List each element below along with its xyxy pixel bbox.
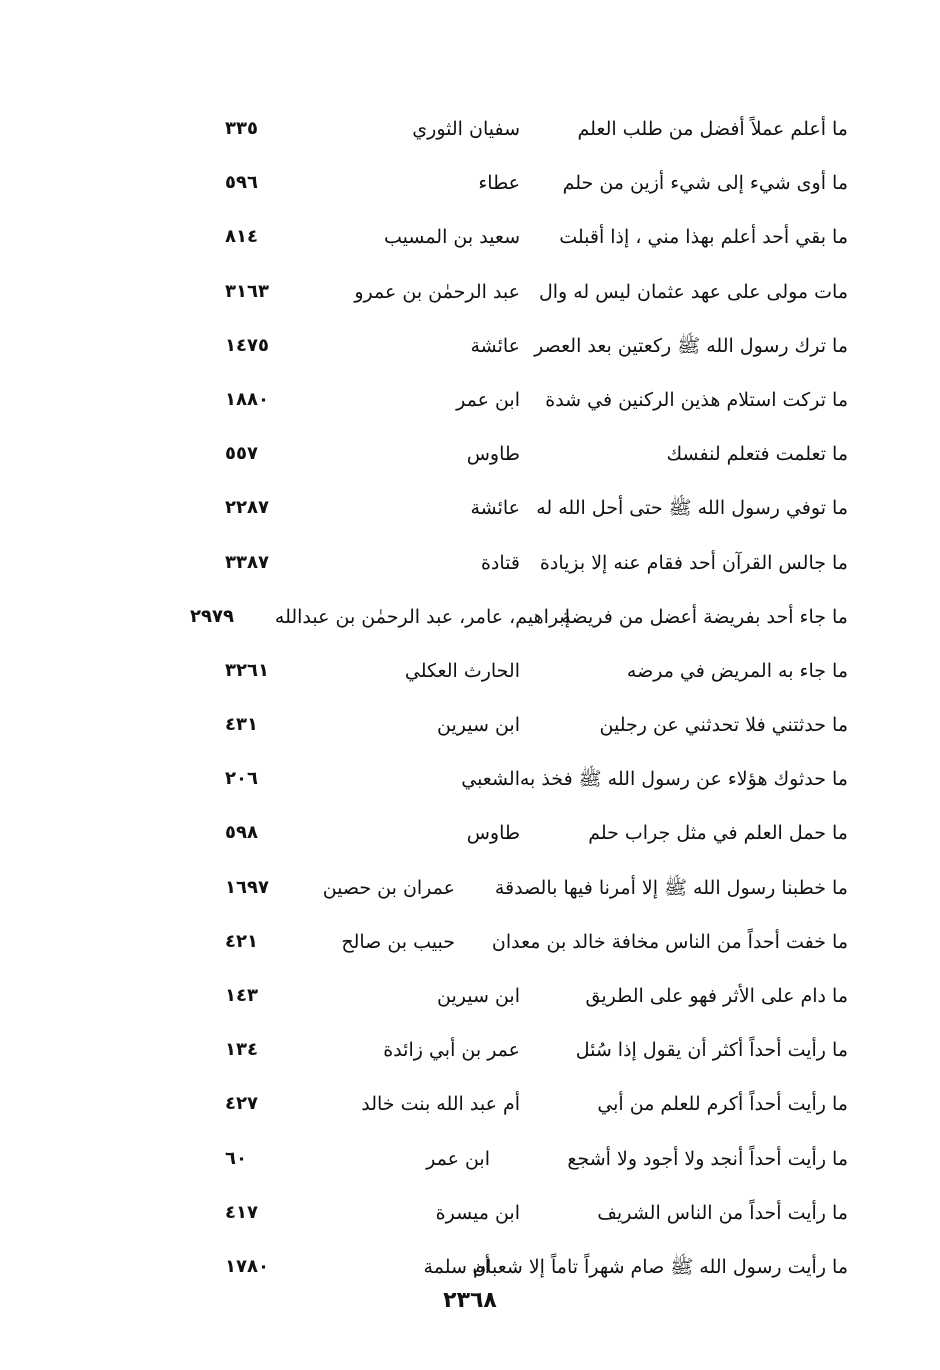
entry-number: ١٤٣ — [225, 985, 258, 1006]
entry-number: ٢٠٦ — [225, 768, 258, 790]
entry-number: ٦٠ — [225, 1147, 247, 1169]
entry-narrator: عبد الرحمٰن بن عمرو — [354, 280, 520, 303]
entry-narrator: سعيد بن المسيب — [383, 226, 520, 249]
entry-number: ٣٣٥ — [225, 118, 258, 139]
index-row — [190, 102, 860, 156]
index-row — [190, 481, 860, 535]
entry-number: ١٧٨٠ — [225, 1255, 269, 1277]
entry-text: ما دام على الأثر فهو على الطريق — [585, 985, 848, 1007]
entry-number: ١٤٧٥ — [225, 334, 269, 356]
index-row — [190, 1132, 860, 1186]
entry-text: ما جاء أحد بفريضة أعضل من فريضة — [561, 605, 848, 628]
entry-text: مات مولى على عهد عثمان ليس له وال — [538, 280, 848, 303]
entry-number: ٤٢١ — [225, 930, 258, 952]
index-row — [190, 319, 860, 373]
entry-number: ٥٩٦ — [225, 172, 258, 194]
entry-text: ما أوى شيء إلى شيء أزين من حلم — [562, 172, 848, 195]
index-row — [190, 806, 860, 860]
entry-number: ٥٥٧ — [225, 443, 258, 465]
index-row — [190, 373, 860, 427]
entry-narrator: قتادة — [480, 551, 520, 574]
entry-number: ١٣٤ — [225, 1039, 258, 1061]
entry-text: ما رأيت رسول الله ﷺ صام شهراً تاماً إلا شعبان — [472, 1255, 848, 1278]
index-row — [190, 915, 860, 969]
entry-text: ما رأيت أحداً أكثر أن يقول إذا سُئل — [575, 1039, 848, 1062]
entry-text: ما جاء به المريض في مرضه — [626, 659, 848, 682]
index-row — [190, 698, 860, 752]
entry-number: ٣٣٨٧ — [225, 551, 269, 573]
index-row — [190, 536, 860, 590]
entry-narrator: عمر بن أبي زائدة — [383, 1039, 520, 1062]
entry-narrator: ابن سيرين — [437, 714, 520, 737]
entry-number: ٢٩٧٩ — [190, 605, 234, 627]
entry-text: ما حدثتني فلا تحدثني عن رجلين — [599, 714, 848, 737]
entry-narrator: عمران بن حصين — [322, 876, 455, 899]
entry-text: ما توفي رسول الله ﷺ حتى أحل الله له — [536, 497, 848, 520]
entry-number: ١٨٨٠ — [225, 388, 269, 410]
entry-narrator: عائشة — [470, 334, 520, 357]
entry-text: ما حدثوك هؤلاء عن رسول الله ﷺ فخذ به — [519, 768, 848, 791]
entry-narrator: عائشة — [470, 497, 520, 520]
index-row — [190, 265, 860, 319]
entry-number: ١٦٩٧ — [225, 876, 269, 898]
entry-text: ما حمل العلم في مثل جراب حلم — [588, 822, 848, 845]
entry-text: ما خطبنا رسول الله ﷺ إلا أمرنا فيها بالصدقة — [494, 876, 848, 899]
entry-narrator: ابن سيرين — [437, 985, 520, 1007]
entry-narrator: ابن عمر — [426, 1147, 490, 1170]
index-row — [190, 1077, 860, 1131]
entry-number: ٤١٧ — [225, 1201, 258, 1223]
index-row — [190, 1023, 860, 1077]
entry-text: ما تركت استلام هذين الركنين في شدة — [545, 388, 848, 411]
index-list — [190, 102, 860, 1294]
page-number: ٢٣٦٨ — [443, 1288, 497, 1313]
entry-narrator: سفيان الثوري — [412, 118, 520, 140]
entry-narrator: ابن ميسرة — [435, 1201, 520, 1224]
entry-text: ما ترك رسول الله ﷺ ركعتين بعد العصر — [534, 334, 848, 357]
entry-narrator: إبراهيم، عامر، عبد الرحمٰن بن عبدالله — [274, 605, 570, 628]
entry-narrator: عطاء — [478, 172, 520, 195]
index-row — [190, 1186, 860, 1240]
entry-text: ما تعلمت فتعلم لنفسك — [666, 443, 848, 466]
entry-narrator: أم عبد الله بنت خالد — [361, 1093, 520, 1116]
entry-narrator: الشعبي — [461, 768, 520, 791]
index-row — [190, 427, 860, 481]
entry-text: ما خفت أحداً من الناس مخافة خالد بن معدان — [491, 930, 848, 953]
index-row — [190, 210, 860, 264]
index-row — [190, 156, 860, 210]
index-row — [190, 861, 860, 915]
index-row — [190, 590, 860, 644]
entry-text: ما رأيت أحداً من الناس الشريف — [597, 1201, 848, 1224]
entry-narrator: طاوس — [466, 443, 520, 466]
entry-number: ٣٢٦١ — [225, 659, 269, 681]
index-row — [190, 644, 860, 698]
entry-text: ما جالس القرآن أحد فقام عنه إلا بزيادة — [539, 551, 848, 574]
entry-narrator: طاوس — [466, 822, 520, 845]
entry-text: ما رأيت أحداً أكرم للعلم من أبي — [597, 1093, 848, 1116]
entry-text: ما رأيت أحداً أنجد ولا أجود ولا أشجع — [567, 1147, 848, 1170]
entry-number: ٣١٦٣ — [225, 280, 269, 302]
entry-text: ما بقي أحد أعلم بهذا مني ، إذا أقبلت — [559, 226, 848, 249]
index-row — [190, 1240, 860, 1294]
index-row — [190, 969, 860, 1023]
entry-number: ٤٣١ — [225, 714, 258, 736]
index-row — [190, 752, 860, 806]
entry-number: ٢٢٨٧ — [225, 497, 269, 519]
entry-narrator: ابن عمر — [456, 388, 520, 411]
entry-narrator: حبيب بن صالح — [341, 930, 455, 953]
entry-number: ٥٩٨ — [225, 822, 258, 844]
entry-narrator: أم سلمة — [423, 1255, 490, 1278]
entry-number: ٨١٤ — [225, 226, 258, 248]
entry-number: ٤٢٧ — [225, 1093, 258, 1115]
entry-narrator: الحارث العكلي — [404, 659, 520, 682]
entry-text: ما أعلم عملاً أفضل من طلب العلم — [577, 118, 848, 140]
